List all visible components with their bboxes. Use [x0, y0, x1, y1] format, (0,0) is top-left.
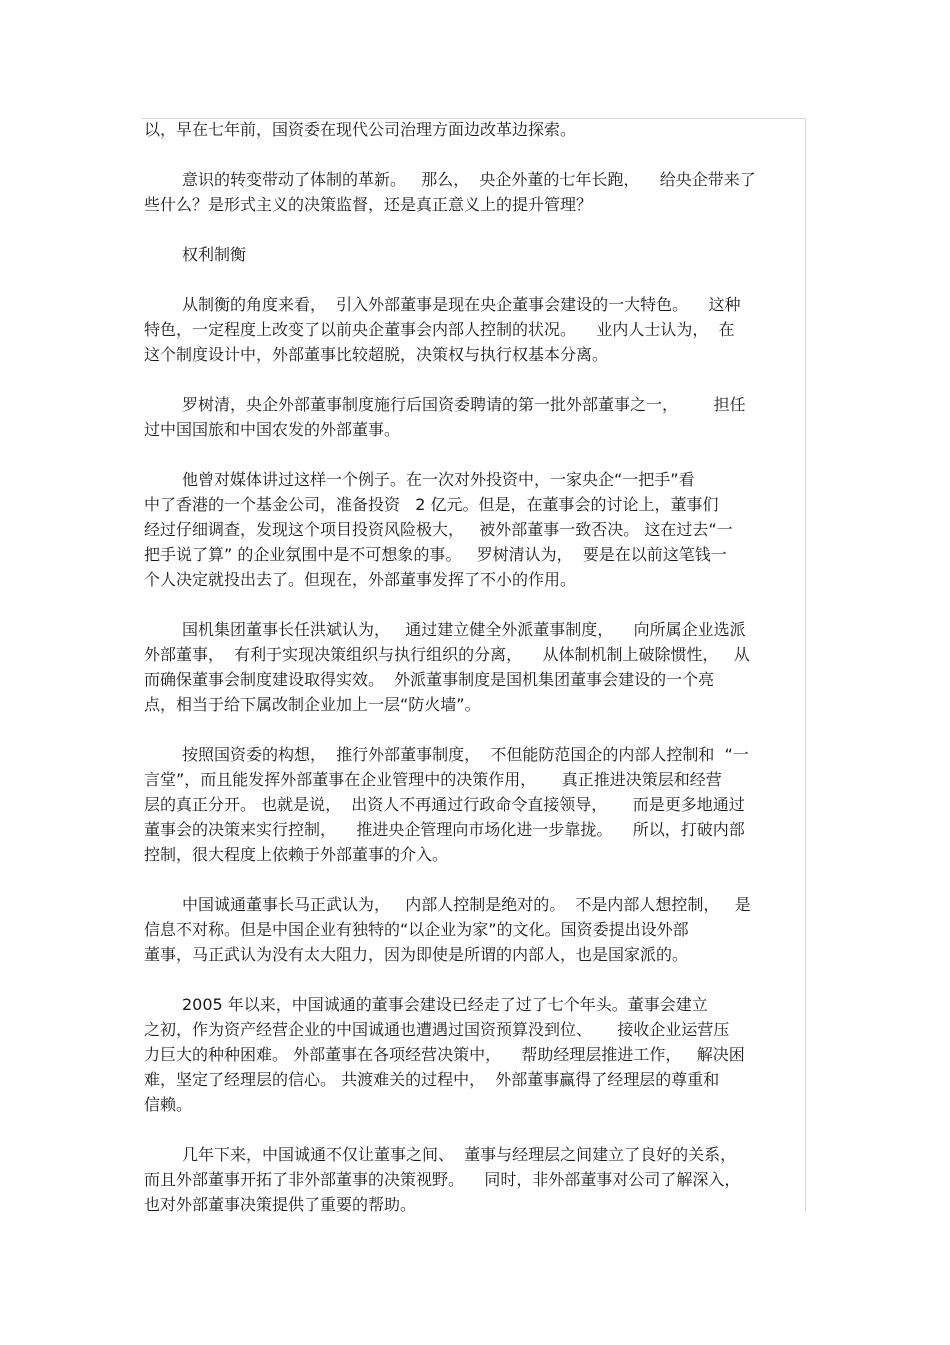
paragraph-gap — [144, 967, 806, 992]
text-line: 控制，很大程度上依赖于外部董事的介入。 — [144, 845, 449, 864]
text-line: 意识的转变带动了体制的革新。 那么， 央企外董的七年长跑， 给央企带来了 — [182, 170, 756, 189]
paragraph — [144, 392, 806, 442]
text-line: 他曾对媒体讲过这样一个例子。在一次对外投资中，一家央企“一把手”看 — [182, 470, 695, 489]
text-line: 个人决定就投出去了。但现在，外部董事发挥了不小的作用。 — [144, 570, 577, 589]
text-line: 信息不对称。但是中国企业有独特的“以企业为家”的文化。国资委提出设外部 — [144, 920, 689, 939]
text-line: 权利制衡 — [182, 245, 247, 264]
text-line: 中了香港的一个基金公司，准备投资 2 亿元。但是，在董事会的讨论上，董事们 — [144, 495, 719, 514]
paragraph-gap — [144, 367, 806, 392]
text-line: 信赖。 — [144, 1095, 193, 1114]
text-line: 之初，作为资产经营企业的中国诚通也遭遇过国资预算没到位、 接收企业运营压 — [144, 1020, 730, 1039]
text-line: 也对外部董事决策提供了重要的帮助。 — [144, 1195, 417, 1214]
text-line: 这个制度设计中，外部董事比较超脱，决策权与执行权基本分离。 — [144, 345, 609, 364]
text-line: 外部董事， 有利于实现决策组织与执行组织的分离， 从体制机制上破除惯性， 从 — [144, 645, 750, 664]
paragraph — [144, 117, 806, 142]
text-line: 几年下来，中国诚通不仅让董事之间、 董事与经理层之间建立了良好的关系， — [182, 1145, 737, 1164]
paragraph-gap — [144, 1117, 806, 1142]
text-line: 2005 年以来，中国诚通的董事会建设已经走了过了七个年头。董事会建立 — [182, 995, 708, 1014]
text-line: 而且外部董事开拓了非外部董事的决策视野。 同时，非外部董事对公司了解深入， — [144, 1170, 741, 1189]
text-line: 把手说了算” 的企业氛围中是不可想象的事。 罗树清认为， 要是在以前这笔钱一 — [144, 545, 727, 564]
text-line: 按照国资委的构想， 推行外部董事制度， 不但能防范国企的内部人控制和 “一 — [182, 745, 749, 764]
text-line: 而确保董事会制度建设取得实效。 外派董事制度是国机集团董事会建设的一个亮 — [144, 670, 715, 689]
text-line: 董事会的决策来实行控制， 推进央企管理向市场化进一步靠拢。 所以，打破内部 — [144, 820, 745, 839]
paragraph-gap — [144, 867, 806, 892]
paragraph-gap — [144, 267, 806, 292]
text-line: 经过仔细调查，发现这个项目投资风险极大， 被外部董事一致否决。 这在过去“一 — [144, 520, 733, 539]
paragraph-gap — [144, 142, 806, 167]
paragraph — [144, 292, 806, 367]
paragraph-gap — [144, 217, 806, 242]
paragraph — [144, 467, 806, 592]
document-body — [144, 117, 806, 1217]
text-line: 中国诚通董事长马正武认为， 内部人控制是绝对的。 不是内部人想控制， 是 — [182, 895, 751, 914]
paragraph — [144, 992, 806, 1117]
text-line: 难，坚定了经理层的信心。 共渡难关的过程中， 外部董事赢得了经理层的尊重和 — [144, 1070, 720, 1089]
paragraph — [144, 167, 806, 217]
paragraph-gap — [144, 442, 806, 467]
paragraph — [144, 1142, 806, 1217]
text-line: 力巨大的种种困难。 外部董事在各项经营决策中， 帮助经理层推进工作， 解决困 — [144, 1045, 745, 1064]
text-line: 罗树清，央企外部董事制度施行后国资委聘请的第一批外部董事之一， 担任 — [182, 395, 746, 414]
text-line: 国机集团董事长任洪斌认为， 通过建立健全外派董事制度， 向所属企业选派 — [182, 620, 746, 639]
text-line: 言堂”，而且能发挥外部董事在企业管理中的决策作用， 真正推进决策层和经营 — [144, 770, 722, 789]
text-line: 过中国国旅和中国农发的外部董事。 — [144, 420, 401, 439]
text-line: 以，早在七年前，国资委在现代公司治理方面边改革边探索。 — [144, 120, 577, 139]
text-line: 董事，马正武认为没有太大阻力，因为即使是所谓的内部人，也是国家派的。 — [144, 945, 689, 964]
text-line: 从制衡的角度来看， 引入外部董事是现在央企董事会建设的一大特色。 这种 — [182, 295, 741, 314]
paragraph-gap — [144, 717, 806, 742]
paragraph-gap — [144, 592, 806, 617]
paragraph — [144, 892, 806, 967]
text-line: 特色，一定程度上改变了以前央企董事会内部人控制的状况。 业内人士认为， 在 — [144, 320, 735, 339]
section-heading — [144, 242, 806, 267]
paragraph — [144, 742, 806, 867]
text-line: 层的真正分开。 也就是说， 出资人不再通过行政命令直接领导， 而是更多地通过 — [144, 795, 745, 814]
text-line: 点，相当于给下属改制企业加上一层“防火墙”。 — [144, 695, 481, 714]
text-line: 些什么？是形式主义的决策监督，还是真正意义上的提升管理？ — [144, 195, 593, 214]
paragraph — [144, 617, 806, 717]
